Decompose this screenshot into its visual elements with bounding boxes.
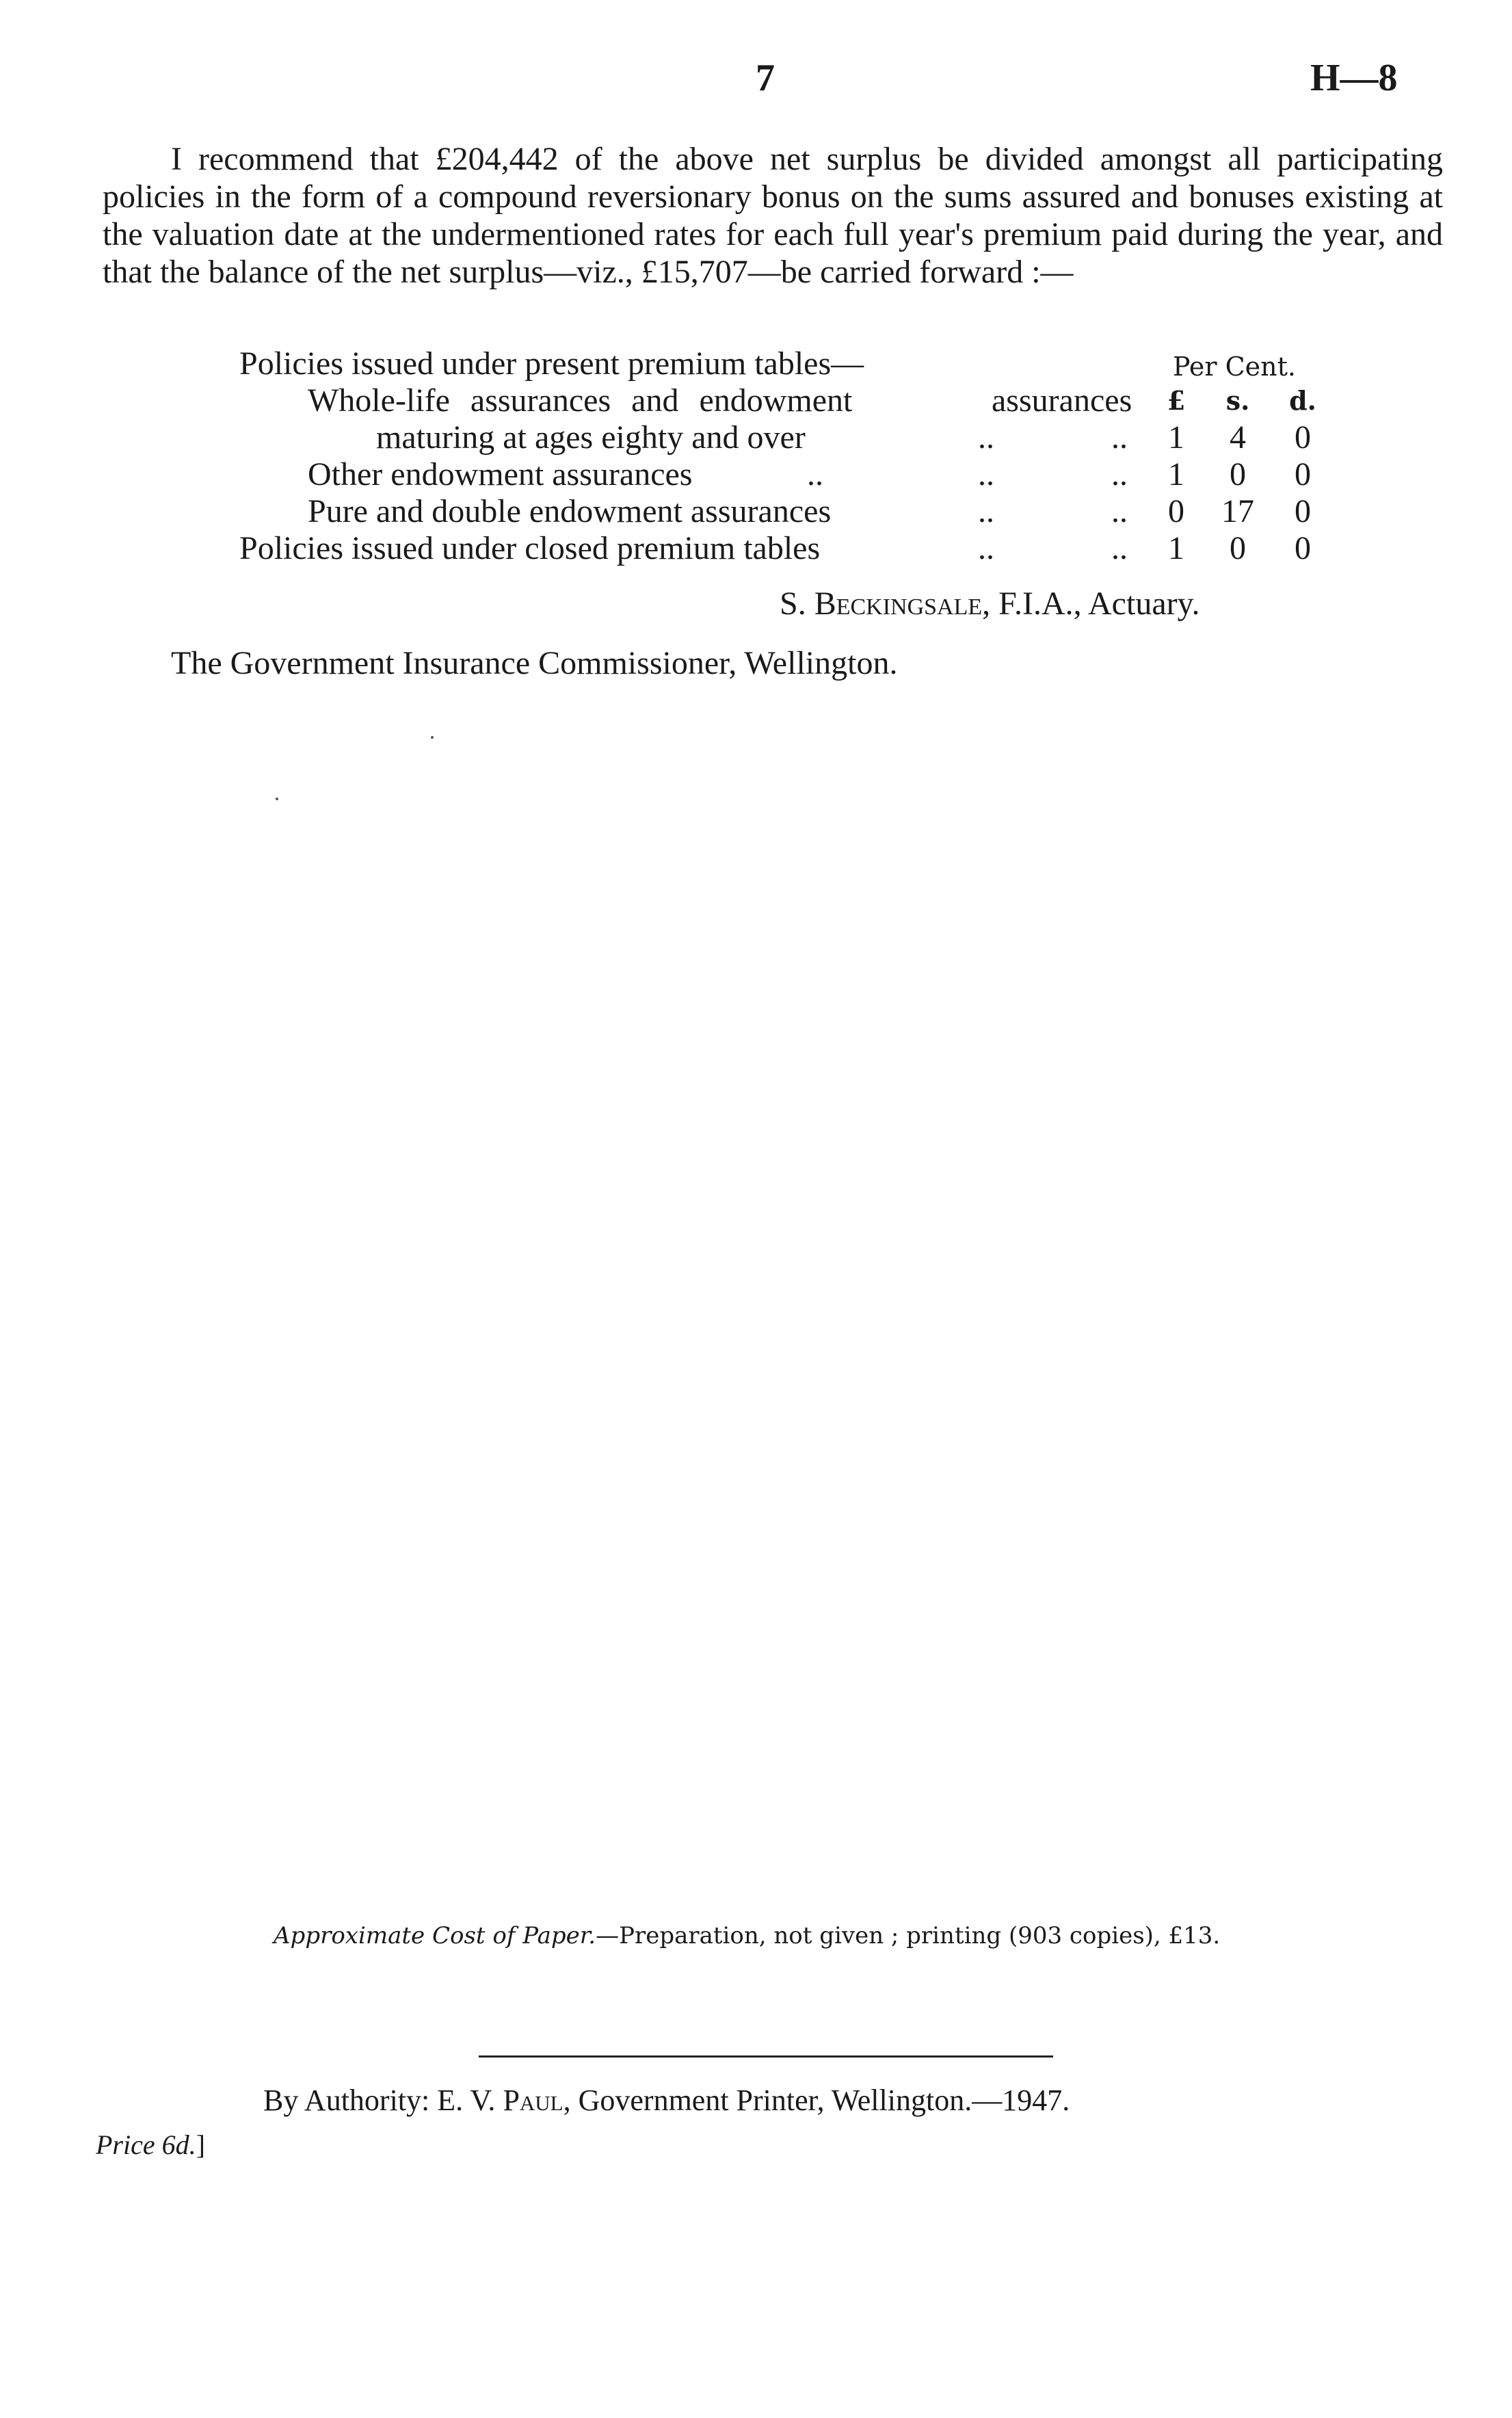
pence-value: 0 [1295,493,1311,529]
print-speck [276,798,278,800]
table-row [239,419,1311,456]
shillings-column-header: s. [1225,385,1250,416]
pounds-column-header: £ [1167,385,1186,416]
leader-dots: .. [807,456,823,492]
signature-initial: S. [780,586,806,622]
leader-dots: .. [1111,456,1128,492]
table-row [239,456,1311,493]
shillings-value: 0 [1230,530,1246,566]
recommendation-paragraph: I recommend that £204,442 of the above net surplus be divided amongst all participating policies in the form of a compound reversionary bonus on the sums assured and bonuses existing at the valuation date at the undermentioned rates for each full year's premium paid during the year, and that the balance of the net surplus—viz., £15,707—be carried forward :— [103,141,1443,290]
section-heading: Policies issued under present premium tables— [239,345,864,382]
page-number: 7 [756,57,775,99]
actuary-signature [780,585,1199,622]
table-row [239,530,1311,567]
pounds-value: 1 [1168,456,1184,492]
authority-suffix: , Government Printer, Wellington.—1947. [563,2084,1070,2117]
price-bracket: ] [196,2129,205,2160]
shillings-value: 4 [1230,419,1246,456]
table-heading-row [239,345,1306,382]
printer-name: Paul [503,2084,563,2117]
footer-divider [479,2055,1053,2058]
row-label: Policies issued under closed premium tables [239,530,821,566]
addressee: The Government Insurance Commissioner, Wellington. [171,645,898,681]
pence-value: 0 [1295,456,1311,492]
pounds-value: 0 [1168,493,1184,529]
pounds-value: 1 [1168,419,1184,456]
pence-column-header: d. [1289,385,1316,416]
pounds-value: 1 [1168,530,1184,566]
cost-of-paper-note [274,1922,1220,1949]
table-row [239,493,1311,530]
signature-surname: Beckingsale [814,586,983,622]
row-label: Other endowment assurances [308,456,693,492]
leader-dots: .. [1111,493,1128,529]
authority-line [263,2083,1070,2118]
per-cent-label: Per Cent. [1173,352,1296,382]
pence-value: 0 [1295,530,1311,566]
leader-dots: .. [1111,419,1128,456]
row-label: Pure and double endowment assurances [308,493,832,529]
row-label: maturing at ages eighty and over [376,419,806,456]
leader-dots: .. [1111,530,1128,566]
bonus-rates-table [239,345,1316,567]
table-row [239,382,1316,419]
whole-life-label: Whole-life assurances and endowment [308,382,853,419]
print-speck [431,736,434,739]
cost-text: —Preparation, not given ; printing (903 copies), £13. [596,1922,1221,1949]
cost-label: Approximate Cost of Paper. [274,1922,596,1949]
price-note [96,2129,205,2161]
document-reference: H—8 [1310,57,1398,99]
whole-life-label-end: assurances [992,382,1132,419]
leader-dots: .. [978,456,994,492]
leader-dots: .. [978,530,994,566]
price-text: Price 6d. [96,2129,196,2160]
authority-prefix: By Authority: E. V. [263,2084,496,2117]
leader-dots: .. [978,419,994,456]
shillings-value: 17 [1221,493,1254,529]
pence-value: 0 [1295,419,1311,456]
shillings-value: 0 [1230,456,1246,492]
leader-dots: .. [978,493,994,529]
signature-title: , F.I.A., Actuary. [982,586,1200,622]
